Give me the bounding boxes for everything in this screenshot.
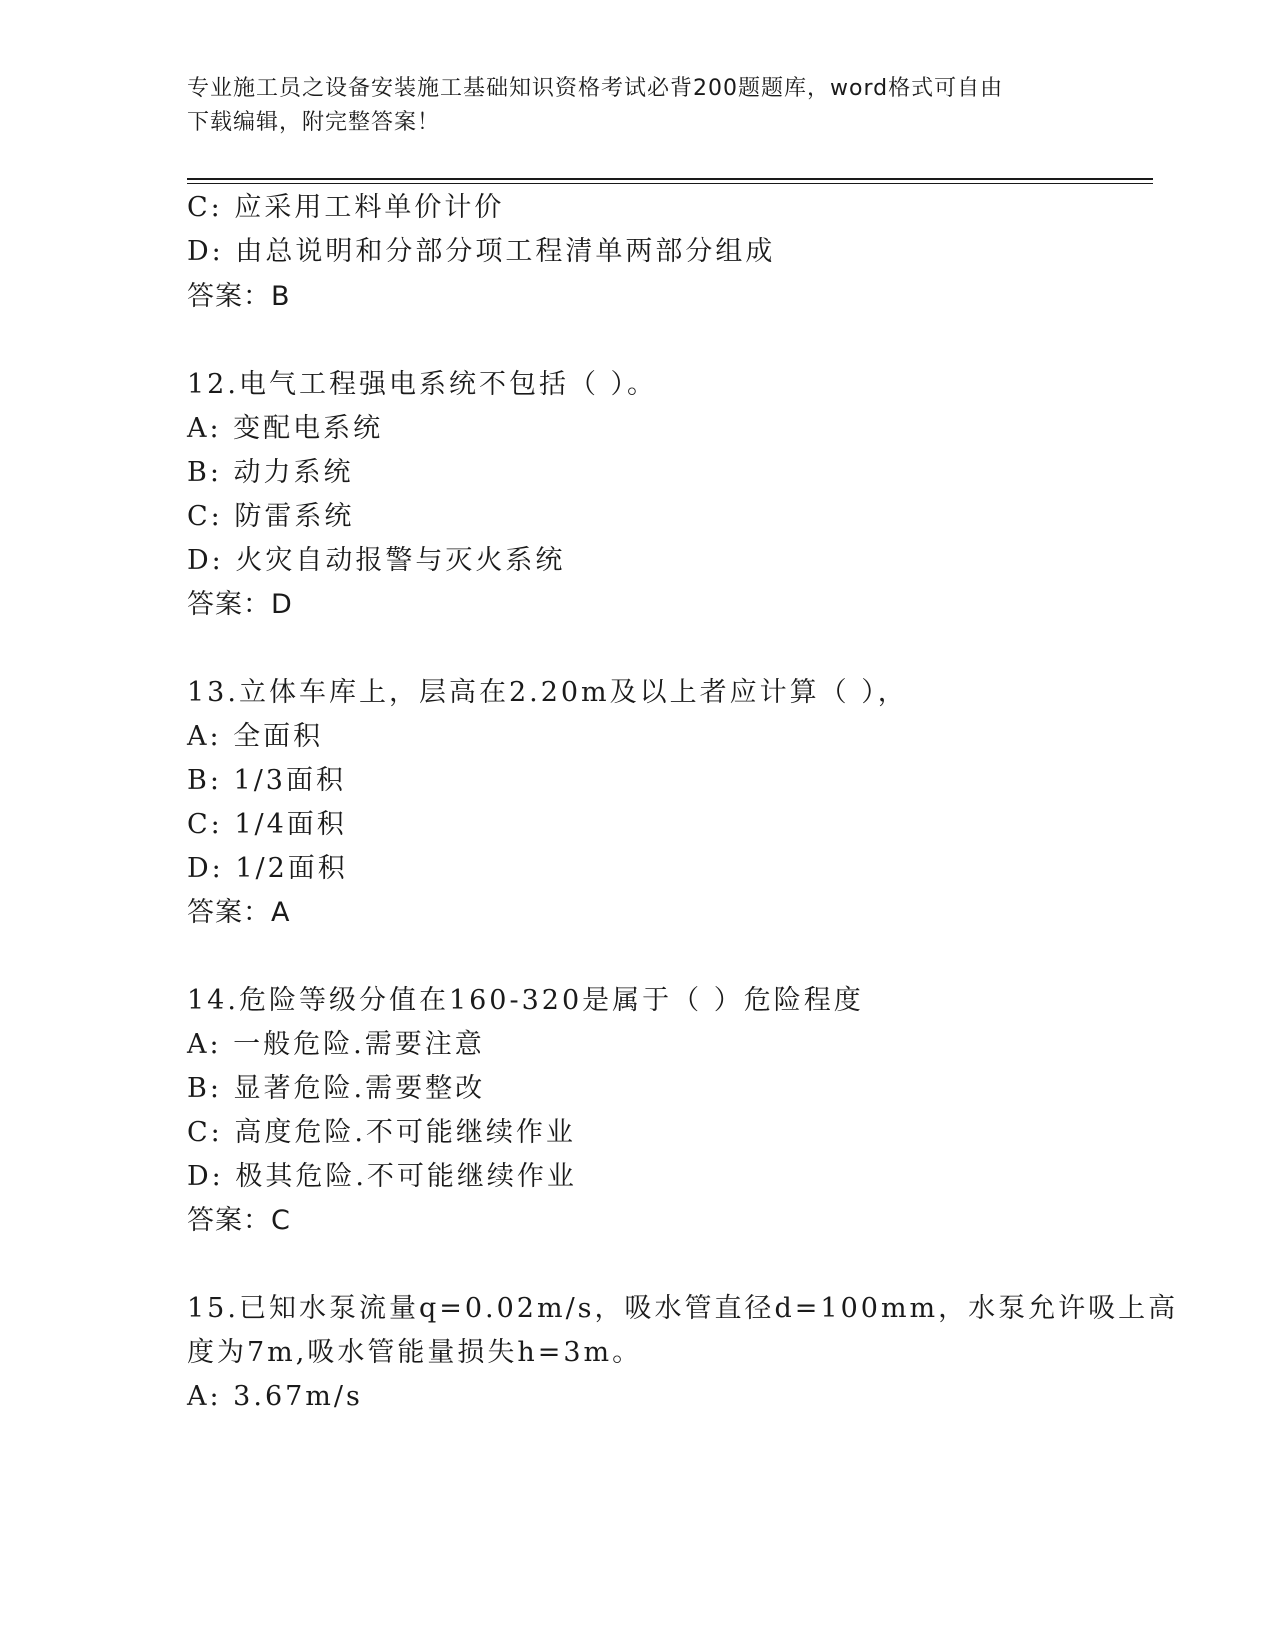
q14-option-c: C: 高度危险.不可能继续作业 bbox=[187, 1117, 576, 1148]
document-header bbox=[187, 72, 1087, 140]
q12-option-b: B: 动力系统 bbox=[187, 457, 354, 488]
header-divider-thin bbox=[187, 183, 1153, 184]
q15-question-line-2: 度为7m,吸水管能量损失h=3m。 bbox=[187, 1337, 643, 1368]
q15-option-a: A: 3.67m/s bbox=[187, 1381, 363, 1412]
q12-answer: 答案：D bbox=[187, 589, 293, 620]
q13-question: 13.立体车库上，层高在2.20m及以上者应计算（ ）， bbox=[187, 677, 908, 708]
q12-option-d: D: 火灾自动报警与灭火系统 bbox=[187, 545, 566, 576]
q14-question: 14.危险等级分值在160-320是属于（ ）危险程度 bbox=[187, 985, 864, 1016]
header-line-2: 下载编辑，附完整答案！ bbox=[187, 110, 441, 135]
q14-answer: 答案：C bbox=[187, 1205, 291, 1236]
q15-question-line-1: 15.已知水泵流量q=0.02m/s，吸水管直径d=100mm，水泵允许吸上高 bbox=[187, 1293, 1179, 1324]
q13-option-a: A: 全面积 bbox=[187, 721, 324, 752]
header-divider-thick bbox=[187, 178, 1153, 180]
q12-question: 12.电气工程强电系统不包括（ ）。 bbox=[187, 369, 658, 400]
q13-option-b: B: 1/3面积 bbox=[187, 765, 346, 796]
q13-option-c: C: 1/4面积 bbox=[187, 809, 347, 840]
q14-option-b: B: 显著危险.需要整改 bbox=[187, 1073, 486, 1104]
q13-option-d: D: 1/2面积 bbox=[187, 853, 348, 884]
prev-option-d: D: 由总说明和分部分项工程清单两部分组成 bbox=[187, 236, 776, 267]
q13-answer: 答案：A bbox=[187, 897, 291, 928]
q12-option-a: A: 变配电系统 bbox=[187, 413, 384, 444]
q14-option-d: D: 极其危险.不可能继续作业 bbox=[187, 1161, 577, 1192]
prev-option-c: C: 应采用工料单价计价 bbox=[187, 192, 505, 223]
q14-option-a: A: 一般危险.需要注意 bbox=[187, 1029, 485, 1060]
header-line-1: 专业施工员之设备安装施工基础知识资格考试必背200题题库，word格式可自由 bbox=[187, 76, 1004, 101]
q12-option-c: C: 防雷系统 bbox=[187, 501, 355, 532]
prev-answer: 答案：B bbox=[187, 281, 291, 312]
